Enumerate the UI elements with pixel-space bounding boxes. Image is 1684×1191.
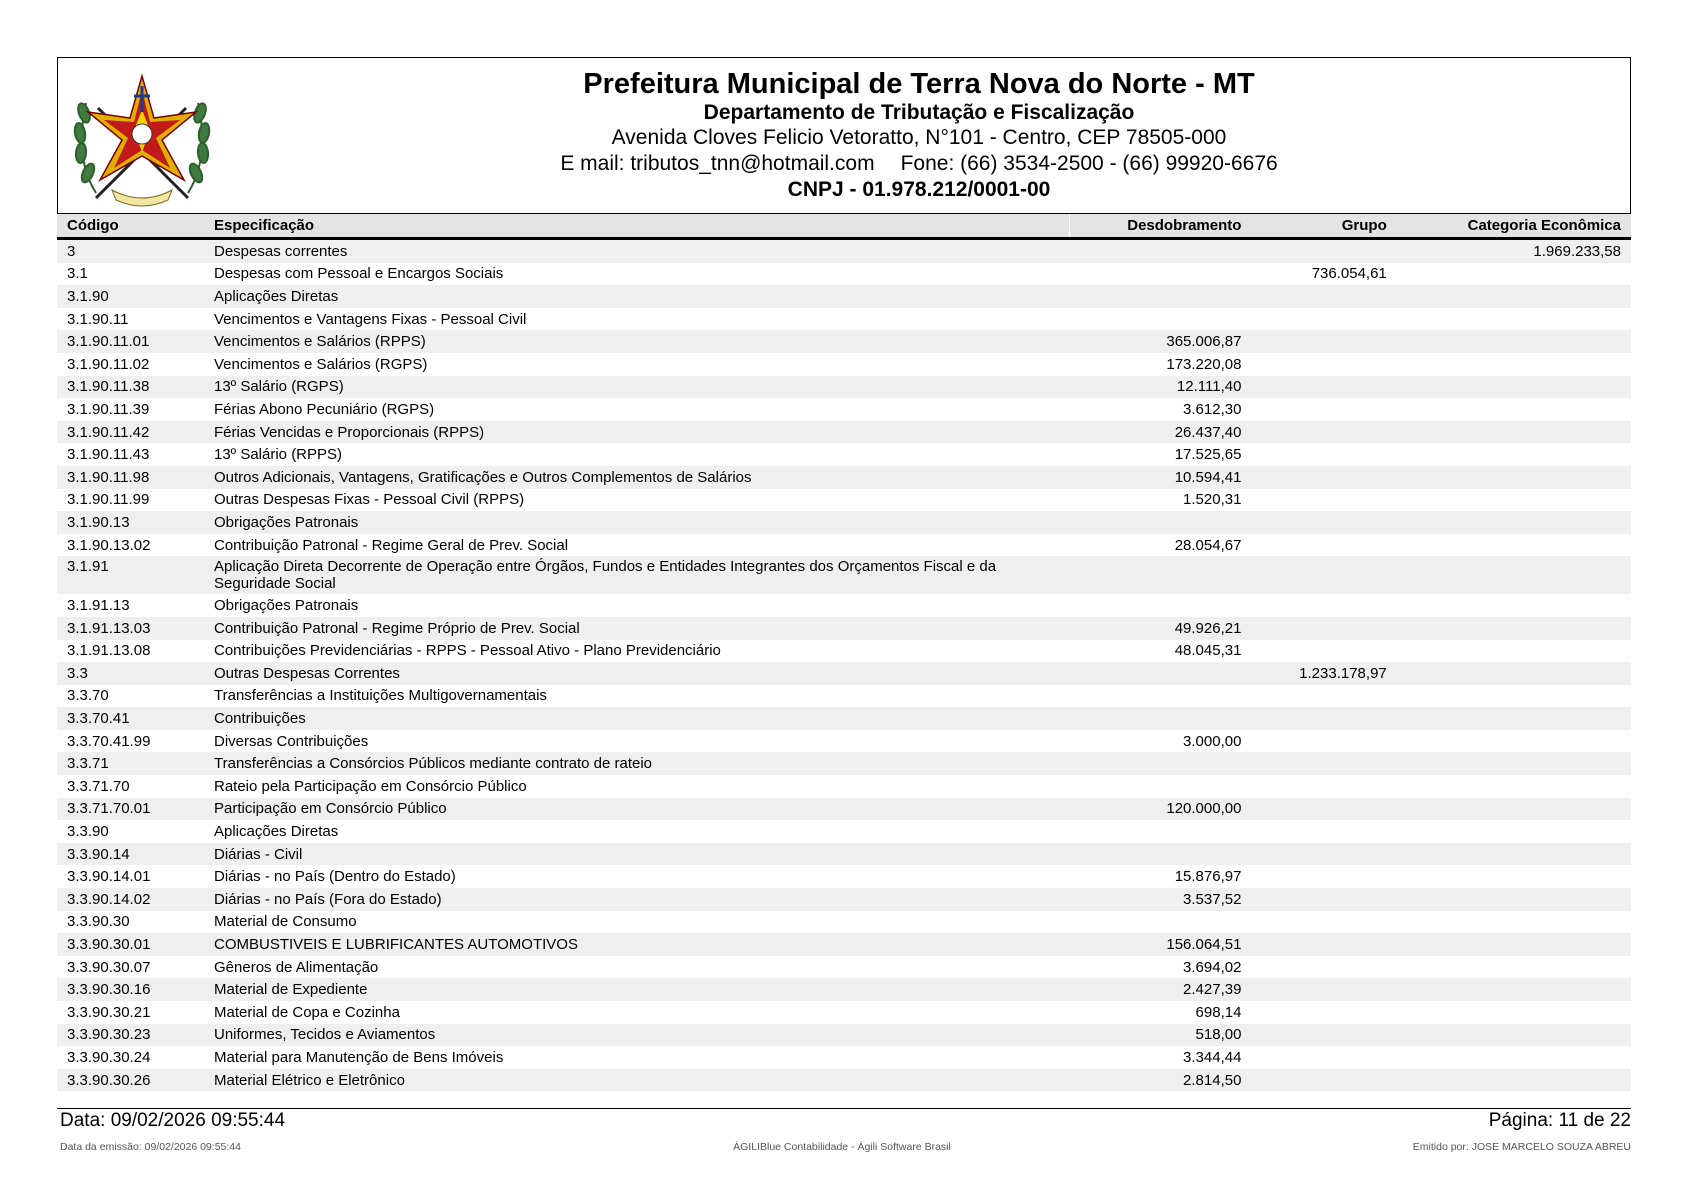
cell-categoria [1397,594,1631,617]
cell-grupo [1251,330,1396,353]
cell-code: 3.1.90.11 [67,310,129,328]
cell-spec: Contribuições Previdenciárias - RPPS - Pessoal Ativo - Plano Previdenciário [214,642,721,660]
cell-code: 3.1.91.13.03 [67,619,151,637]
footer-date: Data: 09/02/2026 09:55:44 [60,1110,286,1131]
header-text-block [228,68,1610,202]
cell-grupo [1251,707,1396,730]
cell-code: 3.3.90.30.23 [67,1026,151,1044]
table-row [57,775,1631,798]
cell-categoria [1397,752,1631,775]
software-credit: ÁGILIBlue Contabilidade - Ágili Software Brasil [733,1141,951,1153]
table-row [57,556,1631,594]
cell-grupo [1251,376,1396,399]
table-body [57,239,1631,1092]
cell-desdobramento: 2.427,39 [1183,981,1242,999]
cell-grupo [1251,534,1396,557]
cell-code: 3.1 [67,265,88,283]
table-row [57,685,1631,708]
cell-code: 3.1.90 [67,287,109,305]
cell-desdobramento [1070,308,1252,331]
cell-categoria [1397,617,1631,640]
cell-desdobramento [1070,556,1252,594]
cell-categoria [1397,933,1631,956]
cell-spec: Despesas com Pessoal e Encargos Sociais [214,265,504,283]
cell-desdobramento [1070,775,1252,798]
table-row [57,933,1631,956]
cell-spec: Despesas correntes [214,242,348,260]
cell-categoria [1397,443,1631,466]
table-row [57,640,1631,663]
cell-desdobramento [1070,843,1252,866]
cell-categoria [1397,640,1631,663]
cell-spec: Diárias - no País (Fora do Estado) [214,890,442,908]
cell-desdobramento [1070,594,1252,617]
cell-spec: Material de Expediente [214,981,368,999]
cell-grupo [1251,617,1396,640]
cell-code: 3.3.70.41 [67,710,130,728]
cnpj: CNPJ - 01.978.212/0001-00 [787,178,1051,201]
column-header-desdobramento: Desdobramento [1070,214,1252,239]
contact-line [228,151,1610,177]
table-row [57,662,1631,685]
cell-spec: Rateio pela Participação em Consórcio Público [214,777,527,795]
cell-desdobramento: 15.876,97 [1174,868,1242,886]
cell-code: 3.3.71 [67,755,109,773]
cell-categoria [1397,1001,1631,1024]
cell-code: 3.3.90 [67,823,109,841]
cell-code: 3.1.90.11.39 [67,400,150,418]
table-row [57,353,1631,376]
cell-grupo [1251,820,1396,843]
cell-spec: Obrigações Patronais [214,513,359,531]
cell-categoria [1397,820,1631,843]
cell-desdobramento: 3.344,44 [1183,1048,1242,1066]
cell-code: 3.1.90.11.01 [67,333,150,351]
cell-grupo [1251,1001,1396,1024]
cell-code: 3.1.90.13.02 [67,536,151,554]
cell-grupo [1251,685,1396,708]
cell-desdobramento: 17.525,65 [1174,446,1242,464]
cell-spec: Diversas Contribuições [214,732,369,750]
cell-categoria [1397,511,1631,534]
cell-spec: Uniformes, Tecidos e Aviamentos [214,1026,436,1044]
table-row [57,820,1631,843]
cell-categoria [1397,1046,1631,1069]
table-row [57,263,1631,286]
table-row [57,443,1631,466]
cell-code: 3 [67,242,76,260]
cell-code: 3.3.71.70.01 [67,800,151,818]
table-row [57,865,1631,888]
table-row [57,617,1631,640]
cell-spec: Contribuição Patronal - Regime Geral de Prev. Social [214,536,569,554]
report-header [57,57,1631,214]
cell-spec: Obrigações Patronais [214,597,359,615]
table-header-row [57,214,1631,239]
cell-categoria [1397,421,1631,444]
table-row [57,308,1631,331]
table-row [57,511,1631,534]
department-name: Departamento de Tributação e Fiscalização [703,101,1135,124]
cell-grupo [1251,353,1396,376]
cell-code: 3.1.91 [67,558,109,576]
cell-categoria [1397,1069,1631,1092]
table-row [57,376,1631,399]
cell-spec: Participação em Consórcio Público [214,800,447,818]
cell-categoria [1397,730,1631,753]
cell-spec: Transferências a Consórcios Públicos mediante contrato de rateio [214,755,653,773]
cell-spec: Contribuições [214,710,306,728]
cell-desdobramento [1070,752,1252,775]
page-title: Prefeitura Municipal de Terra Nova do Norte - MT [583,68,1255,100]
cell-grupo [1251,843,1396,866]
cell-grupo: 1.233.178,97 [1299,664,1387,682]
cell-code: 3.1.90.11.02 [67,355,150,373]
cell-grupo [1251,640,1396,663]
cell-code: 3.1.91.13 [67,597,130,615]
table-row [57,911,1631,934]
cell-desdobramento: 48.045,31 [1174,642,1242,660]
table-row [57,1024,1631,1047]
cell-grupo [1251,239,1396,263]
cell-spec: Contribuição Patronal - Regime Próprio de Prev. Social [214,619,580,637]
cell-spec: Vencimentos e Salários (RGPS) [214,355,428,373]
cell-spec: Gêneros de Alimentação [214,958,379,976]
table-row [57,285,1631,308]
cell-code: 3.1.90.11.98 [67,468,150,486]
cell-desdobramento [1070,911,1252,934]
cell-code: 3.1.91.13.08 [67,642,151,660]
cell-categoria [1397,911,1631,934]
table-row [57,752,1631,775]
column-header-spec: Especificação [204,214,1070,239]
cell-code: 3.3.90.30.21 [67,1003,151,1021]
issuer: Emitido por: JOSE MARCELO SOUZA ABREU [1412,1141,1631,1153]
cell-code: 3.3.70 [67,687,109,705]
cell-code: 3.3 [67,664,88,682]
cell-spec: Outras Despesas Correntes [214,664,400,682]
cell-grupo [1251,556,1396,594]
cell-grupo [1251,752,1396,775]
cell-spec: Férias Abono Pecuniário (RGPS) [214,400,435,418]
cell-grupo [1251,1069,1396,1092]
cell-categoria [1397,534,1631,557]
cell-grupo [1251,911,1396,934]
cell-code: 3.3.90.14.01 [67,868,151,886]
cell-desdobramento [1070,820,1252,843]
cell-categoria [1397,843,1631,866]
cell-desdobramento: 28.054,67 [1174,536,1242,554]
page-number: Página: 11 de 22 [1488,1110,1631,1131]
cell-spec: 13º Salário (RPPS) [214,446,343,464]
cell-grupo [1251,730,1396,753]
cell-desdobramento: 1.520,31 [1183,491,1242,509]
cell-grupo [1251,798,1396,821]
cell-grupo: 736.054,61 [1311,265,1387,283]
cell-code: 3.1.90.11.43 [67,446,150,464]
phone: Fone: (66) 3534-2500 - (66) 99920-6676 [900,152,1278,175]
cell-code: 3.3.90.14 [67,845,130,863]
column-header-grupo: Grupo [1251,214,1396,239]
cell-desdobramento: 49.926,21 [1174,619,1242,637]
cell-categoria [1397,978,1631,1001]
cell-code: 3.1.90.11.38 [67,378,150,396]
emission-date: Data da emissão: 09/02/2026 09:55:44 [60,1141,241,1153]
cell-grupo [1251,956,1396,979]
cell-desdobramento: 3.612,30 [1183,400,1242,418]
cell-grupo [1251,466,1396,489]
table-row [57,239,1631,263]
cell-categoria [1397,775,1631,798]
cell-categoria [1397,1024,1631,1047]
table-row [57,594,1631,617]
table-row [57,466,1631,489]
cell-spec: 13º Salário (RGPS) [214,378,344,396]
table-row [57,1069,1631,1092]
cell-grupo [1251,594,1396,617]
cell-grupo [1251,443,1396,466]
cell-spec: Material para Manutenção de Bens Imóveis [214,1048,504,1066]
cell-desdobramento: 120.000,00 [1166,800,1242,818]
table-row [57,888,1631,911]
table-row [57,707,1631,730]
cell-desdobramento [1070,263,1252,286]
cell-spec: Material de Copa e Cozinha [214,1003,400,1021]
table-row [57,330,1631,353]
cell-grupo [1251,285,1396,308]
cell-code: 3.3.90.30 [67,913,130,931]
cell-categoria [1397,956,1631,979]
cell-categoria [1397,865,1631,888]
cell-grupo [1251,1024,1396,1047]
email: E mail: tributos_tnn@hotmail.com [560,152,875,175]
cell-categoria [1397,662,1631,685]
column-header-categoria: Categoria Econômica [1397,214,1631,239]
cell-spec: Vencimentos e Vantagens Fixas - Pessoal Civil [214,310,527,328]
cell-code: 3.1.90.11.99 [67,491,150,509]
cell-spec: Outros Adicionais, Vantagens, Gratificações e Outros Complementos de Salários [214,468,752,486]
cell-grupo [1251,308,1396,331]
cell-categoria [1397,285,1631,308]
cell-grupo [1251,1046,1396,1069]
cell-categoria [1397,466,1631,489]
table-row [57,843,1631,866]
table-row [57,956,1631,979]
table-row [57,978,1631,1001]
cell-grupo [1251,865,1396,888]
expense-table [57,214,1631,1091]
cell-spec: Aplicações Diretas [214,823,339,841]
cell-desdobramento: 3.537,52 [1183,890,1242,908]
cell-grupo [1251,398,1396,421]
cell-categoria: 1.969.233,58 [1533,242,1621,260]
cell-desdobramento [1070,239,1252,263]
cell-code: 3.3.90.30.24 [67,1048,151,1066]
cell-desdobramento: 3.694,02 [1183,958,1242,976]
cell-spec: COMBUSTIVEIS E LUBRIFICANTES AUTOMOTIVOS [214,936,578,954]
cell-categoria [1397,398,1631,421]
cell-desdobramento: 698,14 [1195,1003,1242,1021]
cell-spec: Aplicações Diretas [214,287,339,305]
cell-spec: Diárias - Civil [214,845,303,863]
cell-code: 3.3.70.41.99 [67,732,151,750]
cell-spec: Transferências a Instituições Multigovernamentais [214,687,547,705]
cell-categoria [1397,685,1631,708]
cell-code: 3.1.90.11.42 [67,423,150,441]
cell-grupo [1251,888,1396,911]
address: Avenida Cloves Felicio Vetoratto, N°101 - Centro, CEP 78505-000 [611,126,1227,149]
table-row [57,421,1631,444]
cell-categoria [1397,353,1631,376]
cell-code: 3.3.71.70 [67,777,130,795]
cell-categoria [1397,798,1631,821]
cell-code: 3.3.90.30.07 [67,958,151,976]
cell-code: 3.3.90.30.01 [67,936,151,954]
table-row [57,798,1631,821]
cell-categoria [1397,308,1631,331]
cell-spec: Vencimentos e Salários (RPPS) [214,333,426,351]
cell-desdobramento: 10.594,41 [1174,468,1242,486]
table-row [57,1001,1631,1024]
cell-grupo [1251,421,1396,444]
cell-desdobramento: 173.220,08 [1166,355,1242,373]
cell-desdobramento [1070,511,1252,534]
cell-categoria [1397,376,1631,399]
cell-spec: Material Elétrico e Eletrônico [214,1071,405,1089]
cell-desdobramento [1070,662,1252,685]
cell-desdobramento: 518,00 [1195,1026,1242,1044]
table-row [57,730,1631,753]
cell-categoria [1397,330,1631,353]
cell-code: 3.3.90.14.02 [67,890,151,908]
cell-grupo [1251,933,1396,956]
cell-code: 3.3.90.30.16 [67,981,151,999]
table-row [57,489,1631,512]
cell-categoria [1397,263,1631,286]
cell-desdobramento [1070,285,1252,308]
cell-categoria [1397,707,1631,730]
cell-spec: Diárias - no País (Dentro do Estado) [214,868,456,886]
cell-grupo [1251,489,1396,512]
cell-categoria [1397,489,1631,512]
cell-desdobramento: 12.111,40 [1176,378,1242,396]
cell-categoria [1397,556,1631,594]
cell-code: 3.1.90.13 [67,513,130,531]
cell-desdobramento [1070,685,1252,708]
cell-code: 3.3.90.30.26 [67,1071,151,1089]
column-header-code: Código [57,214,204,239]
cell-desdobramento: 156.064,51 [1166,936,1242,954]
cell-spec: Férias Vencidas e Proporcionais (RPPS) [214,423,485,441]
cell-spec: Outras Despesas Fixas - Pessoal Civil (RPPS) [214,491,525,509]
table-row [57,534,1631,557]
table-row [57,398,1631,421]
municipal-coat-of-arms-icon [66,68,218,208]
cell-categoria [1397,888,1631,911]
cell-desdobramento: 2.814,50 [1183,1071,1242,1089]
cell-desdobramento: 26.437,40 [1174,423,1242,441]
cell-grupo [1251,978,1396,1001]
footer-divider [57,1108,1631,1109]
cell-grupo [1251,775,1396,798]
cell-desdobramento: 365.006,87 [1166,333,1242,351]
cell-desdobramento: 3.000,00 [1183,732,1242,750]
cell-grupo [1251,511,1396,534]
cell-spec: Material de Consumo [214,913,357,931]
cell-spec: Aplicação Direta Decorrente de Operação entre Órgãos, Fundos e Entidades Integrantes dos Orçamentos Fiscal e da Seguridade Social [214,558,997,593]
cell-desdobramento [1070,707,1252,730]
table-row [57,1046,1631,1069]
